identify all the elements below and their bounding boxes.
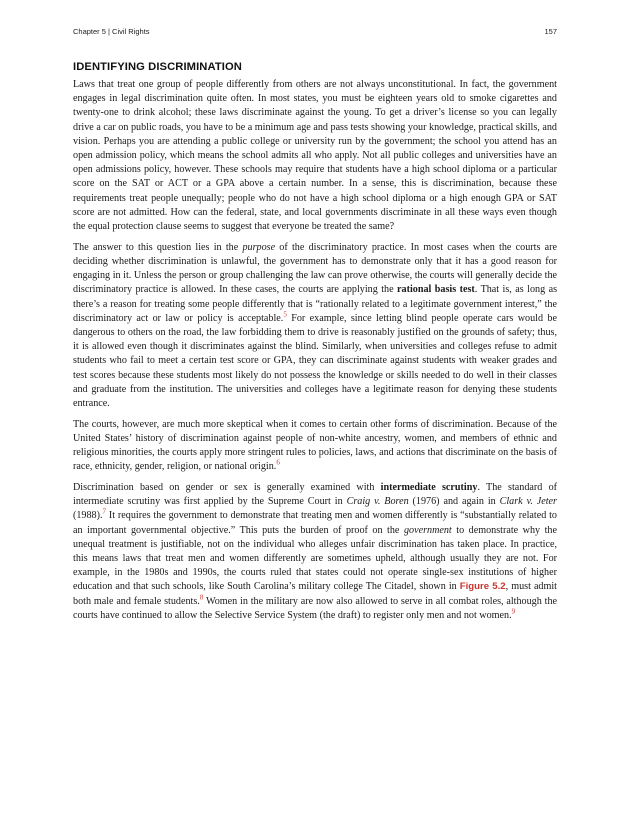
- footnote-link-8[interactable]: 8: [199, 593, 204, 602]
- footnote-link-5[interactable]: 5: [283, 310, 287, 319]
- p4-text-g: , must admit both male and female students.: [73, 581, 557, 607]
- p4-text-h: Women in the military are now also allowed to serve in all combat roles, although the courts have continued to allow the Selective Service System (the draft) to register only men and not women.: [73, 595, 557, 621]
- paragraph-1: Laws that treat one group of people differently from others are not always unconstitutional. In fact, the government engages in legal discrimination quite often. In most states, you must be eighteen years old to smoke cigarettes and twenty-one to drink alcohol; these laws discriminate against the young. To get a driver’s license so you can legally drive a car on public roads, you have to be a minimum age and pass tests showing your knowledge, practical skills, and vision. Perhaps you are attending a public college or university run by the government; the school you attend has an open admission policy, which means the school admits all who apply. Not all public colleges and universities have an open admissions policy, however. These schools may require that students have a high school diploma or a particular score on the SAT or ACT or a GPA above a certain number. In a sense, this is discrimination, because these requirements treat people unequally; people who do not have a high school diploma or a high enough GPA or SAT score are not admitted. How can the federal, state, and local governments discriminate in all these ways even though the equal protection clause seems to suggest that everyone be treated the same?: [73, 79, 557, 233]
- case-clark-v-jeter: Clark v. Jeter: [499, 496, 557, 508]
- body-text: [73, 78, 557, 630]
- p2-text-c: . That is, as long as there’s a reason for treating some people differently that is “rationally related to a legitimate government interest,” the discriminatory act or law or policy is acceptable.: [73, 284, 558, 324]
- purpose-emphasis: purpose: [242, 241, 276, 253]
- p2-text-d: For example, since letting blind people operate cars would be dangerous to others on the road, the law forbidding them to drive is reasonably justified on the grounds of safety; thus, it is allowed even though it discriminates against the blind. Similarly, when universities and colleges refuse to admit students who fail to meet a certain test score or GPA, they can discriminate against students with weaker grades and test scores because these students most likely do not possess the knowledge or skills needed to do well in their classes and graduate from the institution. The universities and colleges have a legitimate reason for denying these students entrance.: [73, 312, 557, 409]
- figure-5-2-link[interactable]: Figure 5.2: [459, 581, 506, 593]
- p2-text-b: of the discriminatory practice. In most cases when the courts are deciding whether discrimination is unlawful, the government has to demonstrate only that it has a good reason for engaging in it. Unless the person or group challenging the law can prove otherwise, the courts will generally decide the discriminatory practice is allowed. In these cases, the courts are applying the: [73, 241, 557, 296]
- case-craig-v-boren: Craig v. Boren: [346, 496, 409, 508]
- chapter-label: Chapter 5 | Civil Rights: [73, 27, 150, 36]
- key-term-rational-basis-test: rational basis test: [397, 284, 475, 296]
- p4-text-e: It requires the government to demonstrate that treating men and women differently is “substantially related to an important governmental objective.” This puts the burden of proof on the: [73, 510, 557, 536]
- paragraph-3: [73, 418, 557, 475]
- p4-text-a: Discrimination based on gender or sex is generally examined with: [73, 481, 381, 493]
- section-heading: IDENTIFYING DISCRIMINATION: [73, 61, 242, 73]
- paragraph-2: [73, 241, 557, 411]
- footnote-link-7[interactable]: 7: [102, 508, 107, 517]
- footnote-link-9[interactable]: 9: [511, 607, 516, 616]
- p4-text-f: to demonstrate why the unequal treatment is justifiable, not on the individual who alleges unfair discrimination has taken place. In practice, this means laws that treat men and women differently are sometimes upheld, although usually they are not. For example, in the 1980s and 1990s, the courts ruled that states could not operate single-sex institutions of higher education and that such schools, like South Carolina’s military college The Citadel, shown in: [73, 524, 557, 593]
- paragraph-4: [73, 481, 557, 623]
- footnote-link-6[interactable]: 6: [276, 458, 280, 467]
- p3-text-a: The courts, however, are much more skeptical when it comes to certain other forms of discrimination. Because of the United States’ history of discrimination against people of non-white ancestry, women, and members of ethnic and religious minorities, the courts apply more stringent rules to policies, laws, and actions that discriminate on the basis of race, ethnicity, gender, religion, or national origin.: [73, 418, 557, 473]
- running-header: [73, 27, 557, 36]
- p2-text-a: The answer to this question lies in the: [73, 241, 243, 253]
- page-number: 157: [544, 27, 557, 36]
- p4-text-d: (1988).: [73, 510, 103, 522]
- key-term-intermediate-scrutiny: intermediate scrutiny: [380, 481, 478, 493]
- p4-text-c: (1976) and again in: [408, 496, 500, 508]
- p4-text-b: . The standard of intermediate scrutiny was first applied by the Supreme Court in: [73, 481, 557, 508]
- government-emphasis: government: [403, 524, 452, 536]
